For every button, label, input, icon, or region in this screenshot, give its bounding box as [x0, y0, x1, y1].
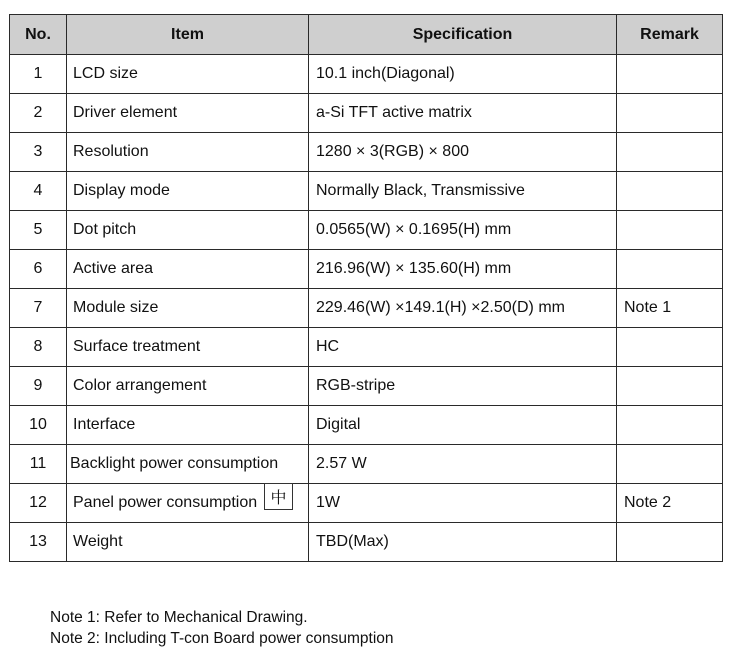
ime-language-indicator[interactable]: 中 — [264, 483, 293, 510]
note-1: Note 1: Refer to Mechanical Drawing. — [50, 609, 308, 626]
cell-item-text: Driver element — [73, 104, 178, 121]
cell-item-text: Surface treatment — [73, 338, 201, 355]
cell-no: 10 — [10, 406, 67, 445]
table-row — [10, 328, 723, 367]
cell-item — [67, 172, 309, 211]
cell-remark — [617, 406, 723, 445]
header-specification: Specification — [309, 15, 617, 55]
cell-specification — [309, 484, 617, 523]
cell-specification-text: a-Si TFT active matrix — [316, 104, 472, 121]
cell-no: 5 — [10, 211, 67, 250]
cell-no: 8 — [10, 328, 67, 367]
cell-remark — [617, 250, 723, 289]
cell-specification-text: 0.0565(W) × 0.1695(H) mm — [316, 221, 512, 238]
cell-no: 4 — [10, 172, 67, 211]
cell-specification-text: 216.96(W) × 135.60(H) mm — [316, 260, 512, 277]
table-row — [10, 172, 723, 211]
cell-item-text: Panel power consumption — [73, 494, 258, 511]
cell-item-text: LCD size — [73, 65, 138, 82]
table-row — [10, 367, 723, 406]
cell-no: 7 — [10, 289, 67, 328]
table-row — [10, 484, 723, 523]
cell-specification-text: TBD(Max) — [316, 533, 389, 550]
cell-item — [67, 445, 309, 484]
cell-no: 1 — [10, 55, 67, 94]
cell-item-text: Module size — [73, 299, 159, 316]
table-row — [10, 445, 723, 484]
cell-item-text: Weight — [73, 533, 123, 550]
header-item: Item — [67, 15, 309, 55]
table-row — [10, 523, 723, 562]
cell-item — [67, 367, 309, 406]
table-row — [10, 94, 723, 133]
header-remark: Remark — [617, 15, 723, 55]
cell-specification — [309, 367, 617, 406]
specification-table — [9, 14, 723, 562]
cell-specification-text: Digital — [316, 416, 361, 433]
cell-item-text: Display mode — [73, 182, 170, 199]
table-row — [10, 406, 723, 445]
cell-specification-text: 10.1 inch(Diagonal) — [316, 65, 455, 82]
cell-remark — [617, 211, 723, 250]
cell-remark: Note 2 — [617, 484, 723, 523]
cell-item-text: Interface — [73, 416, 136, 433]
cell-specification — [309, 406, 617, 445]
cell-item-text: Resolution — [73, 143, 149, 160]
cell-remark — [617, 445, 723, 484]
cell-no: 9 — [10, 367, 67, 406]
cell-specification-text: 2.57 W — [316, 455, 367, 472]
cell-no: 2 — [10, 94, 67, 133]
cell-specification — [309, 211, 617, 250]
cell-item — [67, 328, 309, 367]
cell-no: 6 — [10, 250, 67, 289]
cell-specification — [309, 523, 617, 562]
cell-remark — [617, 94, 723, 133]
note-2: Note 2: Including T-con Board power consumption — [50, 630, 394, 647]
table-row — [10, 250, 723, 289]
table-notes — [50, 607, 394, 649]
table-row — [10, 211, 723, 250]
cell-specification — [309, 133, 617, 172]
cell-item — [67, 523, 309, 562]
cell-remark — [617, 172, 723, 211]
table-row — [10, 55, 723, 94]
cell-item — [67, 406, 309, 445]
cell-no: 12 — [10, 484, 67, 523]
table-row — [10, 133, 723, 172]
header-no: No. — [10, 15, 67, 55]
cell-specification-text: HC — [316, 338, 340, 355]
cell-specification — [309, 94, 617, 133]
cell-specification-text: Normally Black, Transmissive — [316, 182, 525, 199]
cell-item-text: Active area — [73, 260, 154, 277]
cell-item — [67, 94, 309, 133]
cell-item — [67, 289, 309, 328]
cell-remark — [617, 133, 723, 172]
cell-item-text: Color arrangement — [73, 377, 207, 394]
cell-no: 13 — [10, 523, 67, 562]
cell-specification-text: 1W — [316, 494, 340, 511]
cell-no: 3 — [10, 133, 67, 172]
cell-specification-text: 1280 × 3(RGB) × 800 — [316, 143, 469, 160]
cell-item-text: Dot pitch — [73, 221, 137, 238]
cell-item — [67, 133, 309, 172]
cell-specification — [309, 289, 617, 328]
cell-item — [67, 211, 309, 250]
table-header-row — [10, 15, 723, 55]
cell-no: 11 — [10, 445, 67, 484]
cell-specification — [309, 445, 617, 484]
cell-item — [67, 250, 309, 289]
table-row — [10, 289, 723, 328]
cell-remark — [617, 523, 723, 562]
cell-specification-text: RGB-stripe — [316, 377, 396, 394]
cell-item-text: Backlight power consumption — [70, 455, 279, 472]
cell-remark: Note 1 — [617, 289, 723, 328]
cell-item — [67, 55, 309, 94]
cell-specification — [309, 328, 617, 367]
cell-specification — [309, 250, 617, 289]
cell-specification — [309, 172, 617, 211]
cell-specification-text: 229.46(W) ×149.1(H) ×2.50(D) mm — [316, 299, 565, 316]
cell-remark — [617, 367, 723, 406]
cell-remark — [617, 55, 723, 94]
cell-specification — [309, 55, 617, 94]
cell-remark — [617, 328, 723, 367]
